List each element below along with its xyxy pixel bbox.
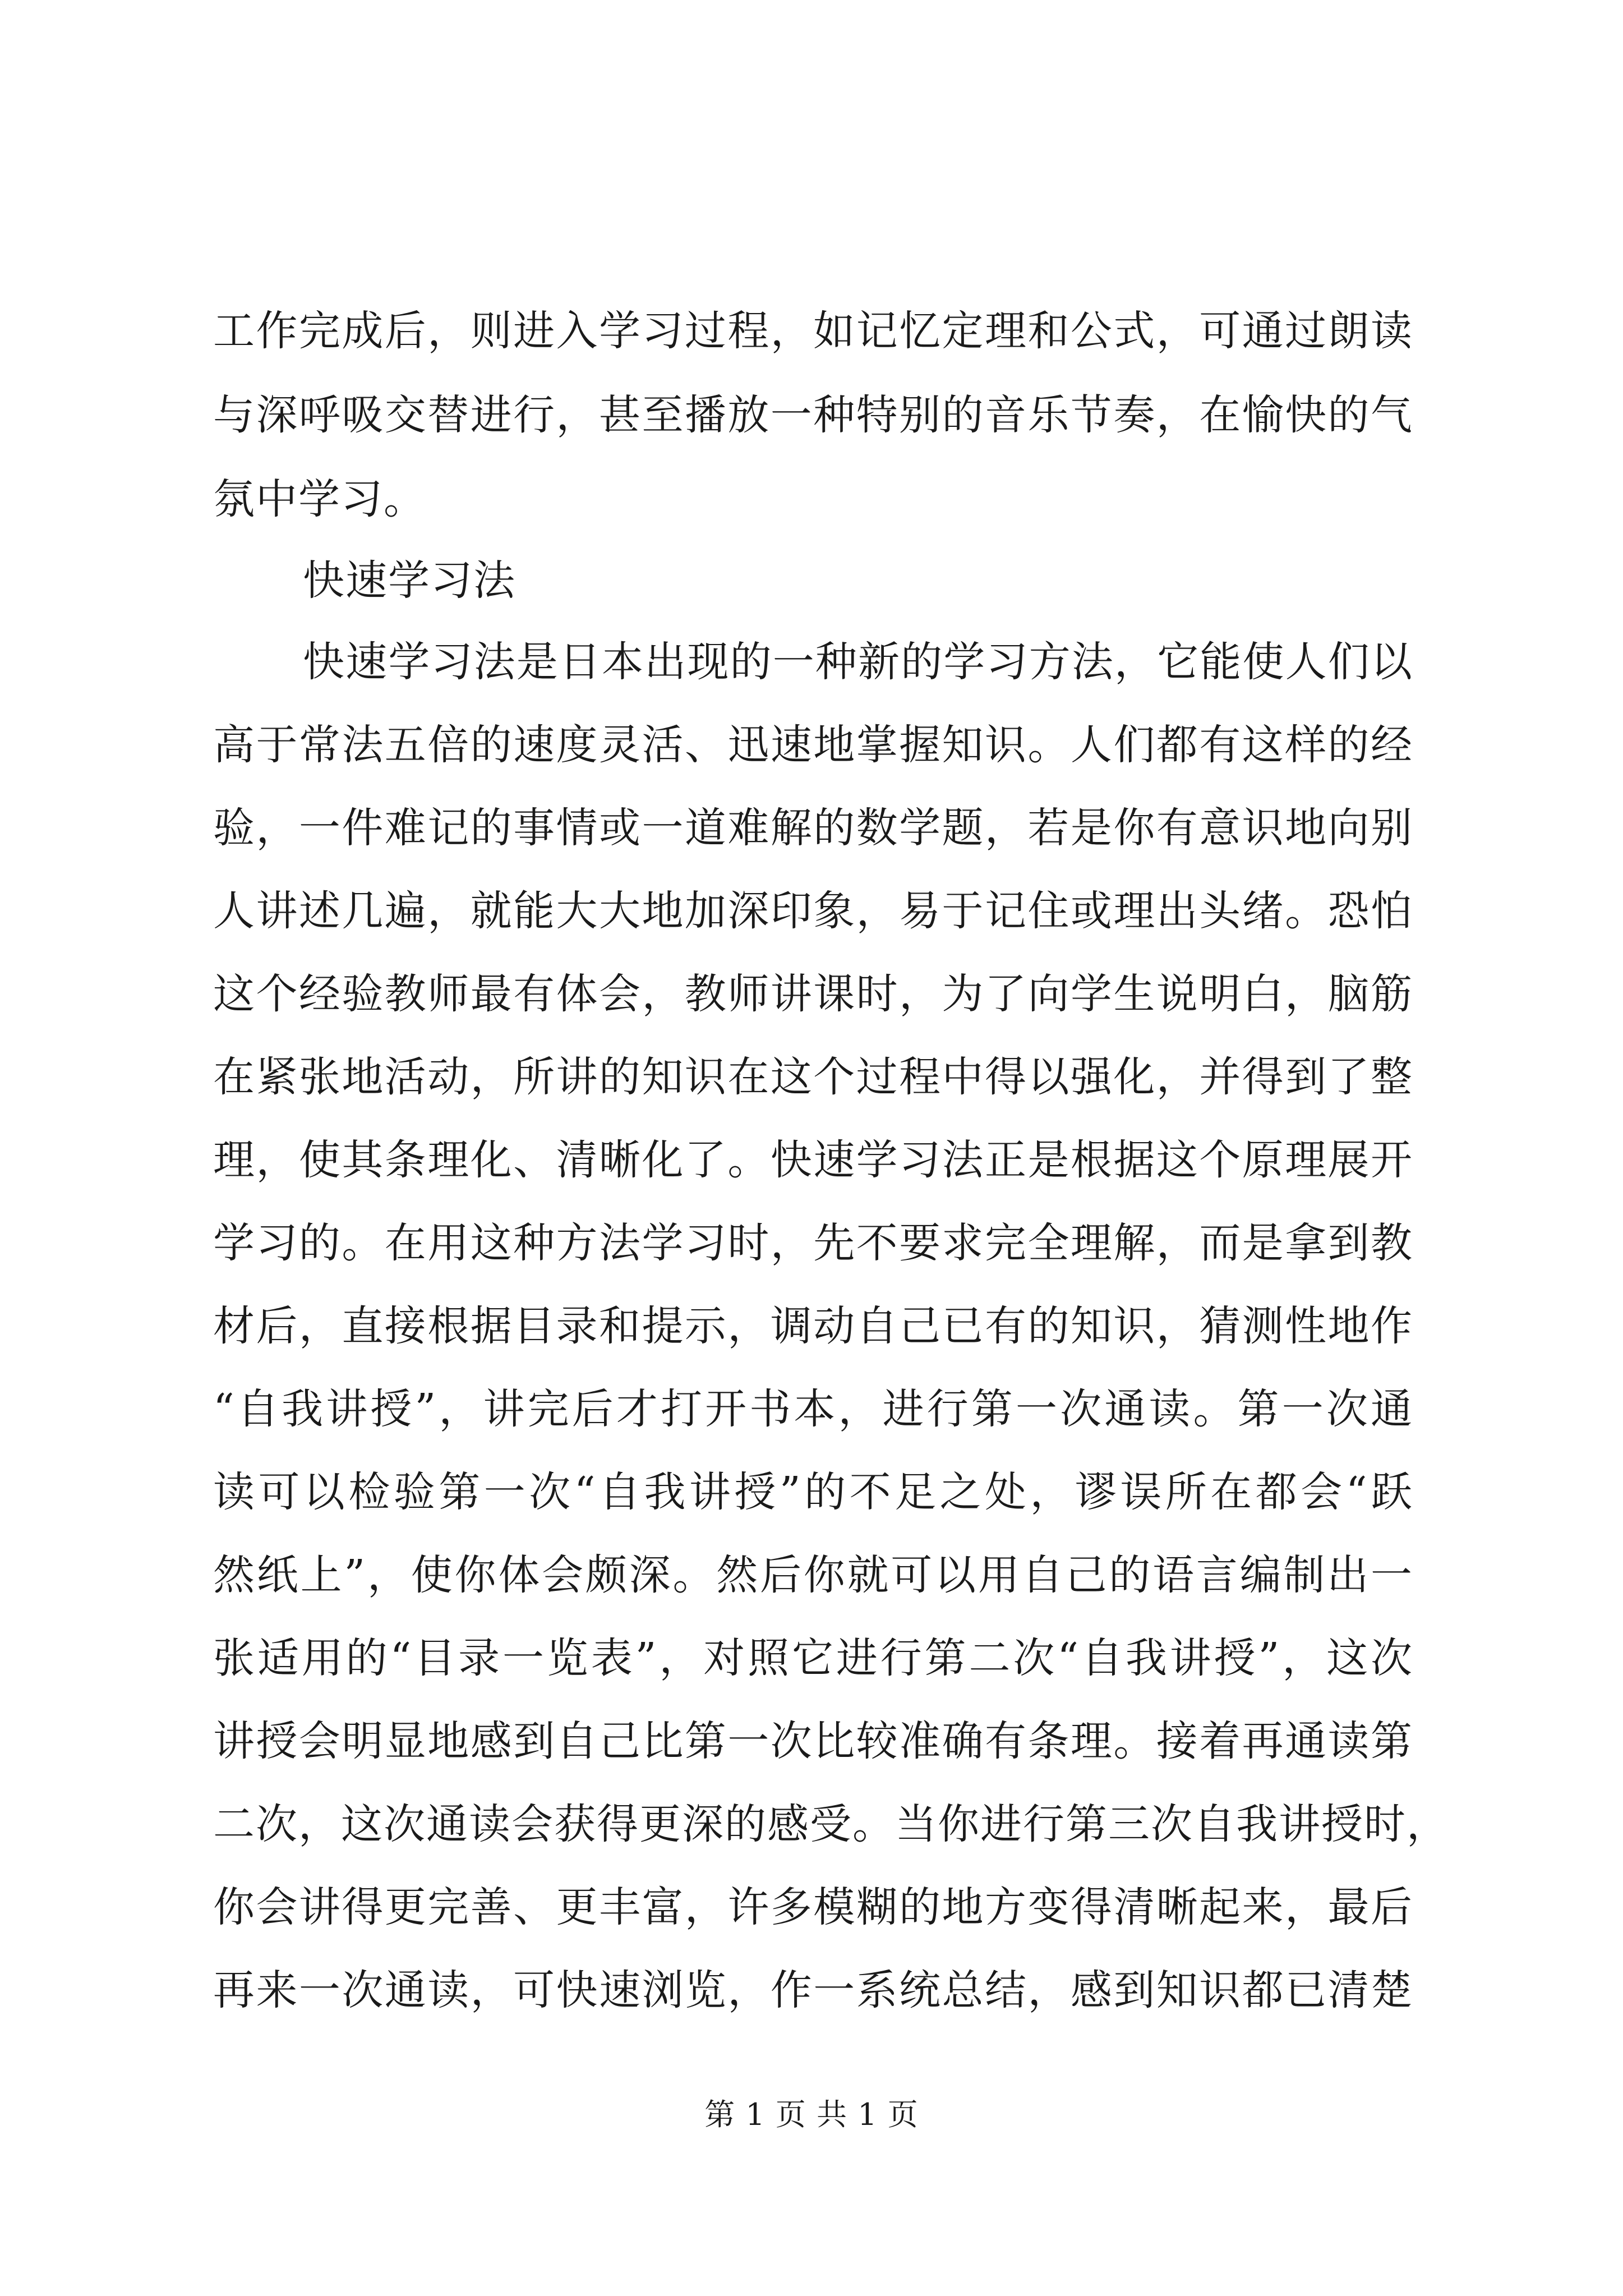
paragraph-line: 读可以检验第一次“自我讲授”的不足之处，谬误所在都会“跃 bbox=[213, 1468, 1413, 1516]
paragraph-line: 与深呼吸交替进行，甚至播放一种特别的音乐节奏，在愉快的气 bbox=[213, 391, 1413, 439]
paragraph-line: 理，使其条理化、清晰化了。快速学习法正是根据这个原理展开 bbox=[213, 1136, 1413, 1184]
paragraph-line: 二次，这次通读会获得更深的感受。当你进行第三次自我讲授时， bbox=[213, 1800, 1449, 1848]
paragraph-line: 材后，直接根据目录和提示，调动自己已有的知识，猜测性地作 bbox=[213, 1302, 1413, 1350]
paragraph-line: 这个经验教师最有体会，教师讲课时，为了向学生说明白，脑筋 bbox=[213, 970, 1413, 1018]
paragraph-line: 快速学习法是日本出现的一种新的学习方法，它能使人们以 bbox=[303, 638, 1413, 686]
paragraph-line: 工作完成后，则进入学习过程，如记忆定理和公式，可通过朗读 bbox=[213, 307, 1413, 355]
paragraph-line: 氛中学习。 bbox=[213, 475, 426, 523]
paragraph-line: 学习的。在用这种方法学习时，先不要求完全理解，而是拿到教 bbox=[213, 1219, 1413, 1267]
paragraph-line: 在紧张地活动，所讲的知识在这个过程中得以强化，并得到了整 bbox=[213, 1053, 1413, 1101]
paragraph-line: 讲授会明显地感到自己比第一次比较准确有条理。接着再通读第 bbox=[213, 1717, 1413, 1765]
page-footer: 第 1 页 共 1 页 bbox=[704, 2097, 919, 2132]
paragraph-line: 张适用的“目录一览表”，对照它进行第二次“自我讲授”，这次 bbox=[213, 1634, 1413, 1682]
paragraph-line: 高于常法五倍的速度灵活、迅速地掌握知识。人们都有这样的经 bbox=[213, 721, 1413, 769]
section-heading: 快速学习法 bbox=[303, 556, 516, 605]
paragraph-line: 然纸上”，使你体会颇深。然后你就可以用自己的语言编制出一 bbox=[213, 1551, 1413, 1599]
paragraph-line: 验，一件难记的事情或一道难解的数学题，若是你有意识地向别 bbox=[213, 804, 1413, 852]
paragraph-line: 你会讲得更完善、更丰富，许多模糊的地方变得清晰起来，最后 bbox=[213, 1883, 1413, 1931]
paragraph-line: “自我讲授”，讲完后才打开书本，进行第一次通读。第一次通 bbox=[213, 1385, 1413, 1433]
paragraph-line: 人讲述几遍，就能大大地加深印象，易于记住或理出头绪。恐怕 bbox=[213, 887, 1413, 935]
paragraph-line: 再来一次通读，可快速浏览，作一系统总结，感到知识都已清楚 bbox=[213, 1966, 1413, 2014]
